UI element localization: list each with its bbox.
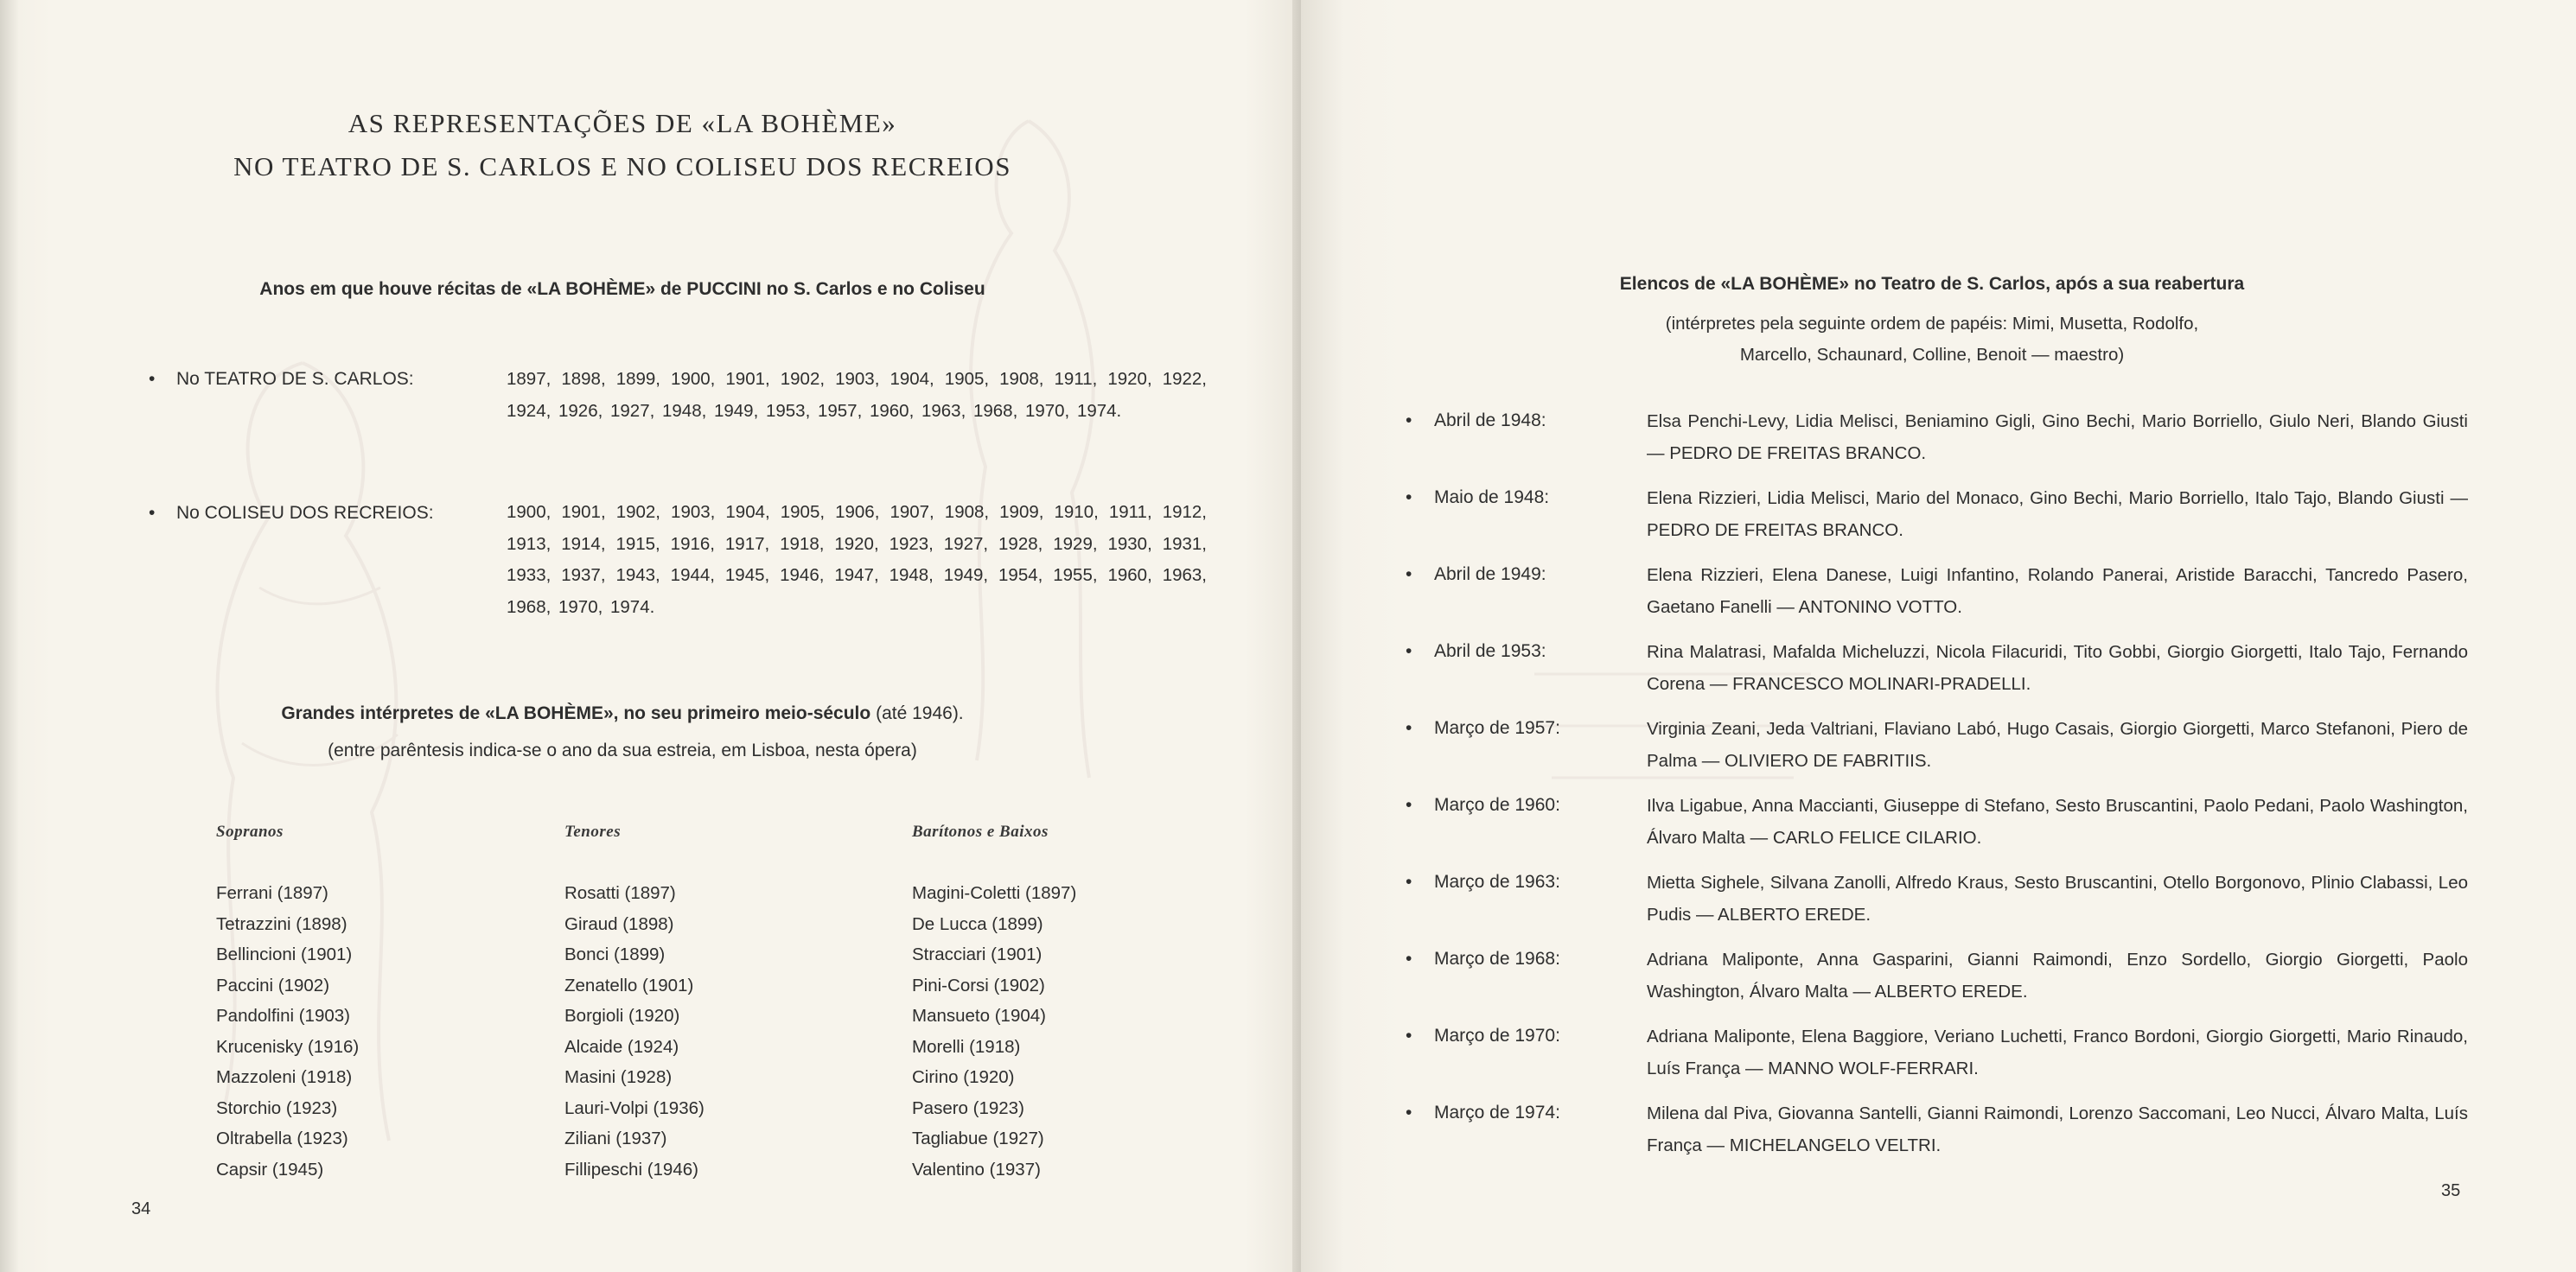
cast-names: Adriana Maliponte, Anna Gasparini, Gianni Raimondi, Enzo Sordello, Giorgio Giorgetti, Paolo Washington, Álvaro Malta — ALBERTO EREDE.: [1647, 950, 2468, 1002]
casts-subheading: [1327, 308, 2537, 371]
interpreters-heading-suffix: (até 1946).: [876, 703, 964, 723]
list-item: Paccini (1902): [216, 975, 330, 995]
cast-names: Rina Malatrasi, Mafalda Micheluzzi, Nicola Filacuridi, Tito Gobbi, Giorgio Giorgetti, Italo Tajo, Fernando Corena — FRANCESCO MOLINARI-PRADELLI.: [1647, 642, 2468, 694]
bullet: •: [149, 369, 156, 389]
list-item: Bellincioni (1901): [216, 944, 353, 964]
column-header: Tenores: [564, 823, 622, 841]
column-list: [216, 878, 501, 1185]
list-item: Rosatti (1897): [564, 883, 676, 903]
list-item: Zenatello (1901): [564, 975, 694, 995]
list-item: Ferrani (1897): [216, 883, 328, 903]
casts-heading: Elencos de «LA BOHÈME» no Teatro de S. Carlos, após a sua reabertura: [1619, 274, 2245, 294]
list-item: Valentino (1937): [912, 1159, 1041, 1180]
list-item: Stracciari (1901): [912, 944, 1043, 964]
bullet: •: [1406, 1026, 1412, 1046]
list-item: Krucenisky (1916): [216, 1036, 360, 1057]
cast-date-text: Março de 1974:: [1434, 1103, 1560, 1123]
cast-names: Ilva Ligabue, Anna Maccianti, Giuseppe di Stefano, Sesto Bruscantini, Paolo Pedani, Paolo Washington, Álvaro Malta — CARLO FELICE CILARIO.: [1647, 796, 2468, 848]
cast-date-text: Maio de 1948:: [1434, 487, 1550, 507]
cast-names: Adriana Maliponte, Elena Baggiore, Veriano Luchetti, Franco Bordoni, Giorgio Giorgetti, Mario Rinaudo, Luís França — MANNO WOLF-FERRARI.: [1647, 1027, 2468, 1078]
cast-names: Elsa Penchi-Levy, Lidia Melisci, Beniamino Gigli, Gino Bechi, Mario Borriello, Giulo Neri, Blando Giusti — PEDRO DE FREITAS BRANCO.: [1647, 411, 2468, 463]
cast-date-text: Abril de 1948:: [1434, 410, 1546, 430]
list-item: Storchio (1923): [216, 1097, 338, 1118]
column-baritonos-baixos: [912, 823, 1197, 1185]
interpreters-heading-bold: Grandes intérpretes de «LA BOHÈME», no seu primeiro meio-século: [281, 703, 871, 723]
list-item: Lauri-Volpi (1936): [564, 1097, 705, 1118]
column-sopranos: [216, 823, 501, 1185]
list-item: Morelli (1918): [912, 1036, 1021, 1057]
subheading-line-2: Marcello, Schaunard, Colline, Benoit — maestro): [1739, 345, 2125, 365]
list-item: Tagliabue (1927): [912, 1129, 1044, 1148]
list-item: Mansueto (1904): [912, 1006, 1046, 1026]
cast-date: [1406, 410, 1613, 431]
cast-names: Milena dal Piva, Giovanna Santelli, Gianni Raimondi, Lorenzo Saccomani, Leo Nucci, Álvaro Malta, Luís França — MICHELANGELO VELTRI.: [1647, 1103, 2468, 1155]
list-item: Bonci (1899): [564, 944, 666, 964]
cast-date: [1406, 795, 1613, 816]
bullet: •: [1406, 564, 1412, 584]
subheading-line-1: (intérpretes pela seguinte ordem de papéis: Mimi, Musetta, Rodolfo,: [1665, 314, 2199, 334]
list-item: Borgioli (1920): [564, 1006, 680, 1026]
page-number: 35: [2441, 1181, 2461, 1200]
cast-date: [1406, 1026, 1613, 1046]
cast-date: [1406, 564, 1613, 585]
cast-date-text: Março de 1963:: [1434, 872, 1560, 892]
page-title: [121, 102, 1124, 188]
bullet: •: [1406, 410, 1412, 430]
column-list: [564, 878, 850, 1185]
list-item: Magini-Coletti (1897): [912, 883, 1077, 903]
background-illustration-figure: [899, 104, 1158, 795]
years-heading: Anos em que houve récitas de «LA BOHÈME» de PUCCINI no S. Carlos e no Coliseu: [259, 279, 985, 299]
cast-date-text: Abril de 1953:: [1434, 641, 1546, 661]
list-item: Mazzoleni (1918): [216, 1067, 353, 1087]
cast-date: [1406, 641, 1613, 662]
bullet: •: [1406, 1103, 1412, 1123]
list-item: Fillipeschi (1946): [564, 1159, 698, 1180]
cast-names: Mietta Sighele, Silvana Zanolli, Alfredo Kraus, Sesto Bruscantini, Otello Borgonovo, Plinio Clabassi, Leo Pudis — ALBERTO EREDE.: [1647, 873, 2468, 925]
page-number: 34: [131, 1199, 151, 1218]
list-item: Giraud (1898): [564, 913, 674, 934]
cast-date-text: Março de 1957:: [1434, 718, 1560, 738]
list-item: Ziliani (1937): [564, 1129, 667, 1148]
bullet: •: [1406, 949, 1412, 969]
list-item: De Lucca (1899): [912, 913, 1043, 934]
bullet: •: [1406, 795, 1412, 815]
venue-name: No COLISEU DOS RECREIOS:: [176, 503, 434, 523]
list-item: Capsir (1945): [216, 1159, 324, 1180]
bullet: •: [1406, 718, 1412, 738]
venue-name: No TEATRO DE S. CARLOS:: [176, 369, 414, 389]
cast-date-text: Março de 1968:: [1434, 949, 1560, 969]
column-header: Barítonos e Baixos: [912, 823, 1049, 841]
years-list-coliseu: 1900, 1901, 1902, 1903, 1904, 1905, 1906, 1907, 1908, 1909, 1910, 1911, 1912, 1913, 1914, 1915, 1916, 1917, 1918, 1920, 1923, 1927, 1928, 1929, 1930, 1931, 1933, 1937, 1943, 1944, 1945, 1946, 1947, 1948, 1949, 1954, 1955, 1960, 1963, 1968, 1970, 1974.: [507, 502, 1207, 617]
cast-date: [1406, 487, 1613, 508]
cast-date-text: Março de 1960:: [1434, 795, 1560, 815]
list-item: Tetrazzini (1898): [216, 913, 348, 934]
column-list: [912, 878, 1197, 1185]
list-item: Pini-Corsi (1902): [912, 975, 1045, 995]
bullet: •: [1406, 641, 1412, 661]
list-item: Pasero (1923): [912, 1097, 1024, 1118]
cast-date: [1406, 872, 1613, 893]
cast-date: [1406, 1103, 1613, 1123]
bullet: •: [149, 503, 156, 523]
venue-label-coliseu: [149, 503, 486, 524]
cast-names: Elena Rizzieri, Lidia Melisci, Mario del Monaco, Gino Bechi, Mario Borriello, Italo Tajo, Blando Giusti — PEDRO DE FREITAS BRANCO.: [1647, 488, 2468, 540]
bullet: •: [1406, 487, 1412, 507]
interpreters-note: (entre parêntesis indica-se o ano da sua estreia, em Lisboa, nesta ópera): [328, 741, 917, 760]
title-line-2: NO TEATRO DE S. CARLOS E NO COLISEU DOS RECREIOS: [233, 151, 1011, 181]
cast-date-text: Abril de 1949:: [1434, 564, 1546, 584]
interpreters-heading: [121, 703, 1124, 724]
list-item: Alcaide (1924): [564, 1036, 679, 1057]
years-list-sao-carlos: 1897, 1898, 1899, 1900, 1901, 1902, 1903, 1904, 1905, 1908, 1911, 1920, 1922, 1924, 1926, 1927, 1948, 1949, 1953, 1957, 1960, 1963, 1968, 1970, 1974.: [507, 369, 1207, 421]
right-page: [1301, 0, 2576, 1272]
list-item: Masini (1928): [564, 1067, 673, 1087]
column-header: Sopranos: [216, 823, 284, 841]
list-item: Oltrabella (1923): [216, 1129, 348, 1148]
cast-date: [1406, 718, 1613, 739]
bullet: •: [1406, 872, 1412, 892]
title-line-1: AS REPRESENTAÇÕES DE «LA BOHÈME»: [348, 108, 897, 138]
venue-label-sao-carlos: [149, 369, 486, 390]
cast-date-text: Março de 1970:: [1434, 1026, 1560, 1046]
column-tenores: [564, 823, 850, 1185]
list-item: Pandolfini (1903): [216, 1006, 350, 1026]
cast-names: Virginia Zeani, Jeda Valtriani, Flaviano Labó, Hugo Casais, Giorgio Giorgetti, Marco Stefanoni, Piero de Palma — OLIVIERO DE FABRITIIS.: [1647, 719, 2468, 771]
list-item: Cirino (1920): [912, 1067, 1015, 1087]
cast-date: [1406, 949, 1613, 970]
cast-names: Elena Rizzieri, Elena Danese, Luigi Infantino, Rolando Panerai, Aristide Baracchi, Tancredo Pasero, Gaetano Fanelli — ANTONINO VOTTO.: [1647, 565, 2468, 617]
